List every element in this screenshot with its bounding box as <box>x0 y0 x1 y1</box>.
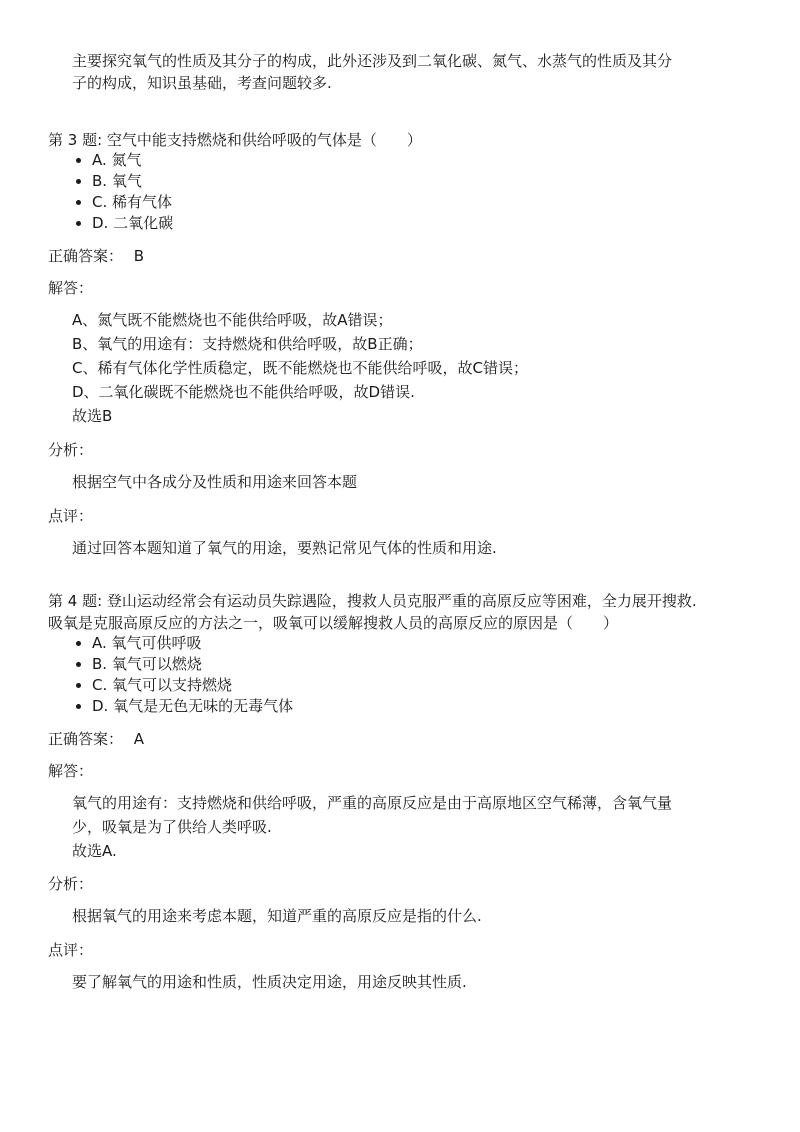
q4-title <box>48 590 758 634</box>
q4-solution <box>72 791 752 863</box>
q4-solution-line-2: 少，吸氧是为了供给人类呼吸. <box>72 818 272 836</box>
q3-answer-value: B <box>133 247 145 265</box>
q3-analysis-label: 分析： <box>48 441 94 459</box>
q4-solution-label: 解答： <box>48 762 94 780</box>
q3-solution-line-4: D、二氧化碳既不能燃烧也不能供给呼吸，故D错误. <box>72 383 415 401</box>
q3-solution-line-5: 故选B <box>72 407 113 425</box>
q3-comment-label: 点评： <box>48 507 94 525</box>
q4-comment: 要了解氧气的用途和性质，性质决定用途，用途反映其性质. <box>72 973 467 991</box>
q4-analysis: 根据氧气的用途来考虑本题，知道严重的高原反应是指的什么. <box>72 907 482 925</box>
q4-option-b: • B. 氧气可以燃烧 <box>92 654 293 675</box>
q4-option-c: • C. 氧气可以支持燃烧 <box>92 675 293 696</box>
q4-option-d: • D. 氧气是无色无味的无毒气体 <box>92 696 293 717</box>
q4-answer-row <box>48 728 748 750</box>
q4-answer-value: A <box>133 730 145 748</box>
q4-answer-label: 正确答案： <box>48 730 124 748</box>
q3-solution-line-2: B、氧气的用途有：支持燃烧和供给呼吸，故B正确； <box>72 335 423 353</box>
q3-option-b: • B. 氧气 <box>92 171 173 192</box>
intro-paragraph <box>72 50 752 94</box>
q3-answer-row <box>48 245 748 267</box>
q3-option-a: • A. 氮气 <box>92 150 173 171</box>
q4-option-a: • A. 氧气可供呼吸 <box>92 633 293 654</box>
q3-answer-label: 正确答案： <box>48 247 124 265</box>
q4-solution-line-1: 氧气的用途有：支持燃烧和供给呼吸，严重的高原反应是由于高原地区空气稀薄，含氧气量 <box>72 794 673 812</box>
q3-solution-line-3: C、稀有气体化学性质稳定，既不能燃烧也不能供给呼吸，故C错误； <box>72 359 528 377</box>
intro-line-2: 子的构成，知识虽基础，考查问题较多. <box>72 74 332 92</box>
q4-options <box>72 633 293 717</box>
q3-title: 第 3 题: 空气中能支持燃烧和供给呼吸的气体是（ ） <box>48 131 422 149</box>
q3-options <box>72 150 173 234</box>
q4-comment-label: 点评： <box>48 941 94 959</box>
q4-analysis-label: 分析： <box>48 875 94 893</box>
q3-comment: 通过回答本题知道了氧气的用途，要熟记常见气体的性质和用途. <box>72 539 497 557</box>
q4-title-line-2: 吸氧是克服高原反应的方法之一，吸氧可以缓解搜救人员的高原反应的原因是（ ） <box>48 614 619 632</box>
q3-analysis: 根据空气中各成分及性质和用途来回答本题 <box>72 473 358 491</box>
q3-option-d: • D. 二氧化碳 <box>92 213 173 234</box>
q4-solution-line-3: 故选A. <box>72 842 117 860</box>
intro-line-1: 主要探究氧气的性质及其分子的构成，此外还涉及到二氧化碳、氮气、水蒸气的性质及其分 <box>72 52 673 70</box>
q4-title-line-1: 第 4 题: 登山运动经常会有运动员失踪遇险，搜救人员克服严重的高原反应等困难，全力展开搜救. <box>48 592 697 610</box>
q3-solution-label: 解答： <box>48 279 94 297</box>
q3-solution <box>72 308 752 428</box>
q3-solution-line-1: A、氮气既不能燃烧也不能供给呼吸，故A错误； <box>72 311 393 329</box>
q3-option-c: • C. 稀有气体 <box>92 192 173 213</box>
